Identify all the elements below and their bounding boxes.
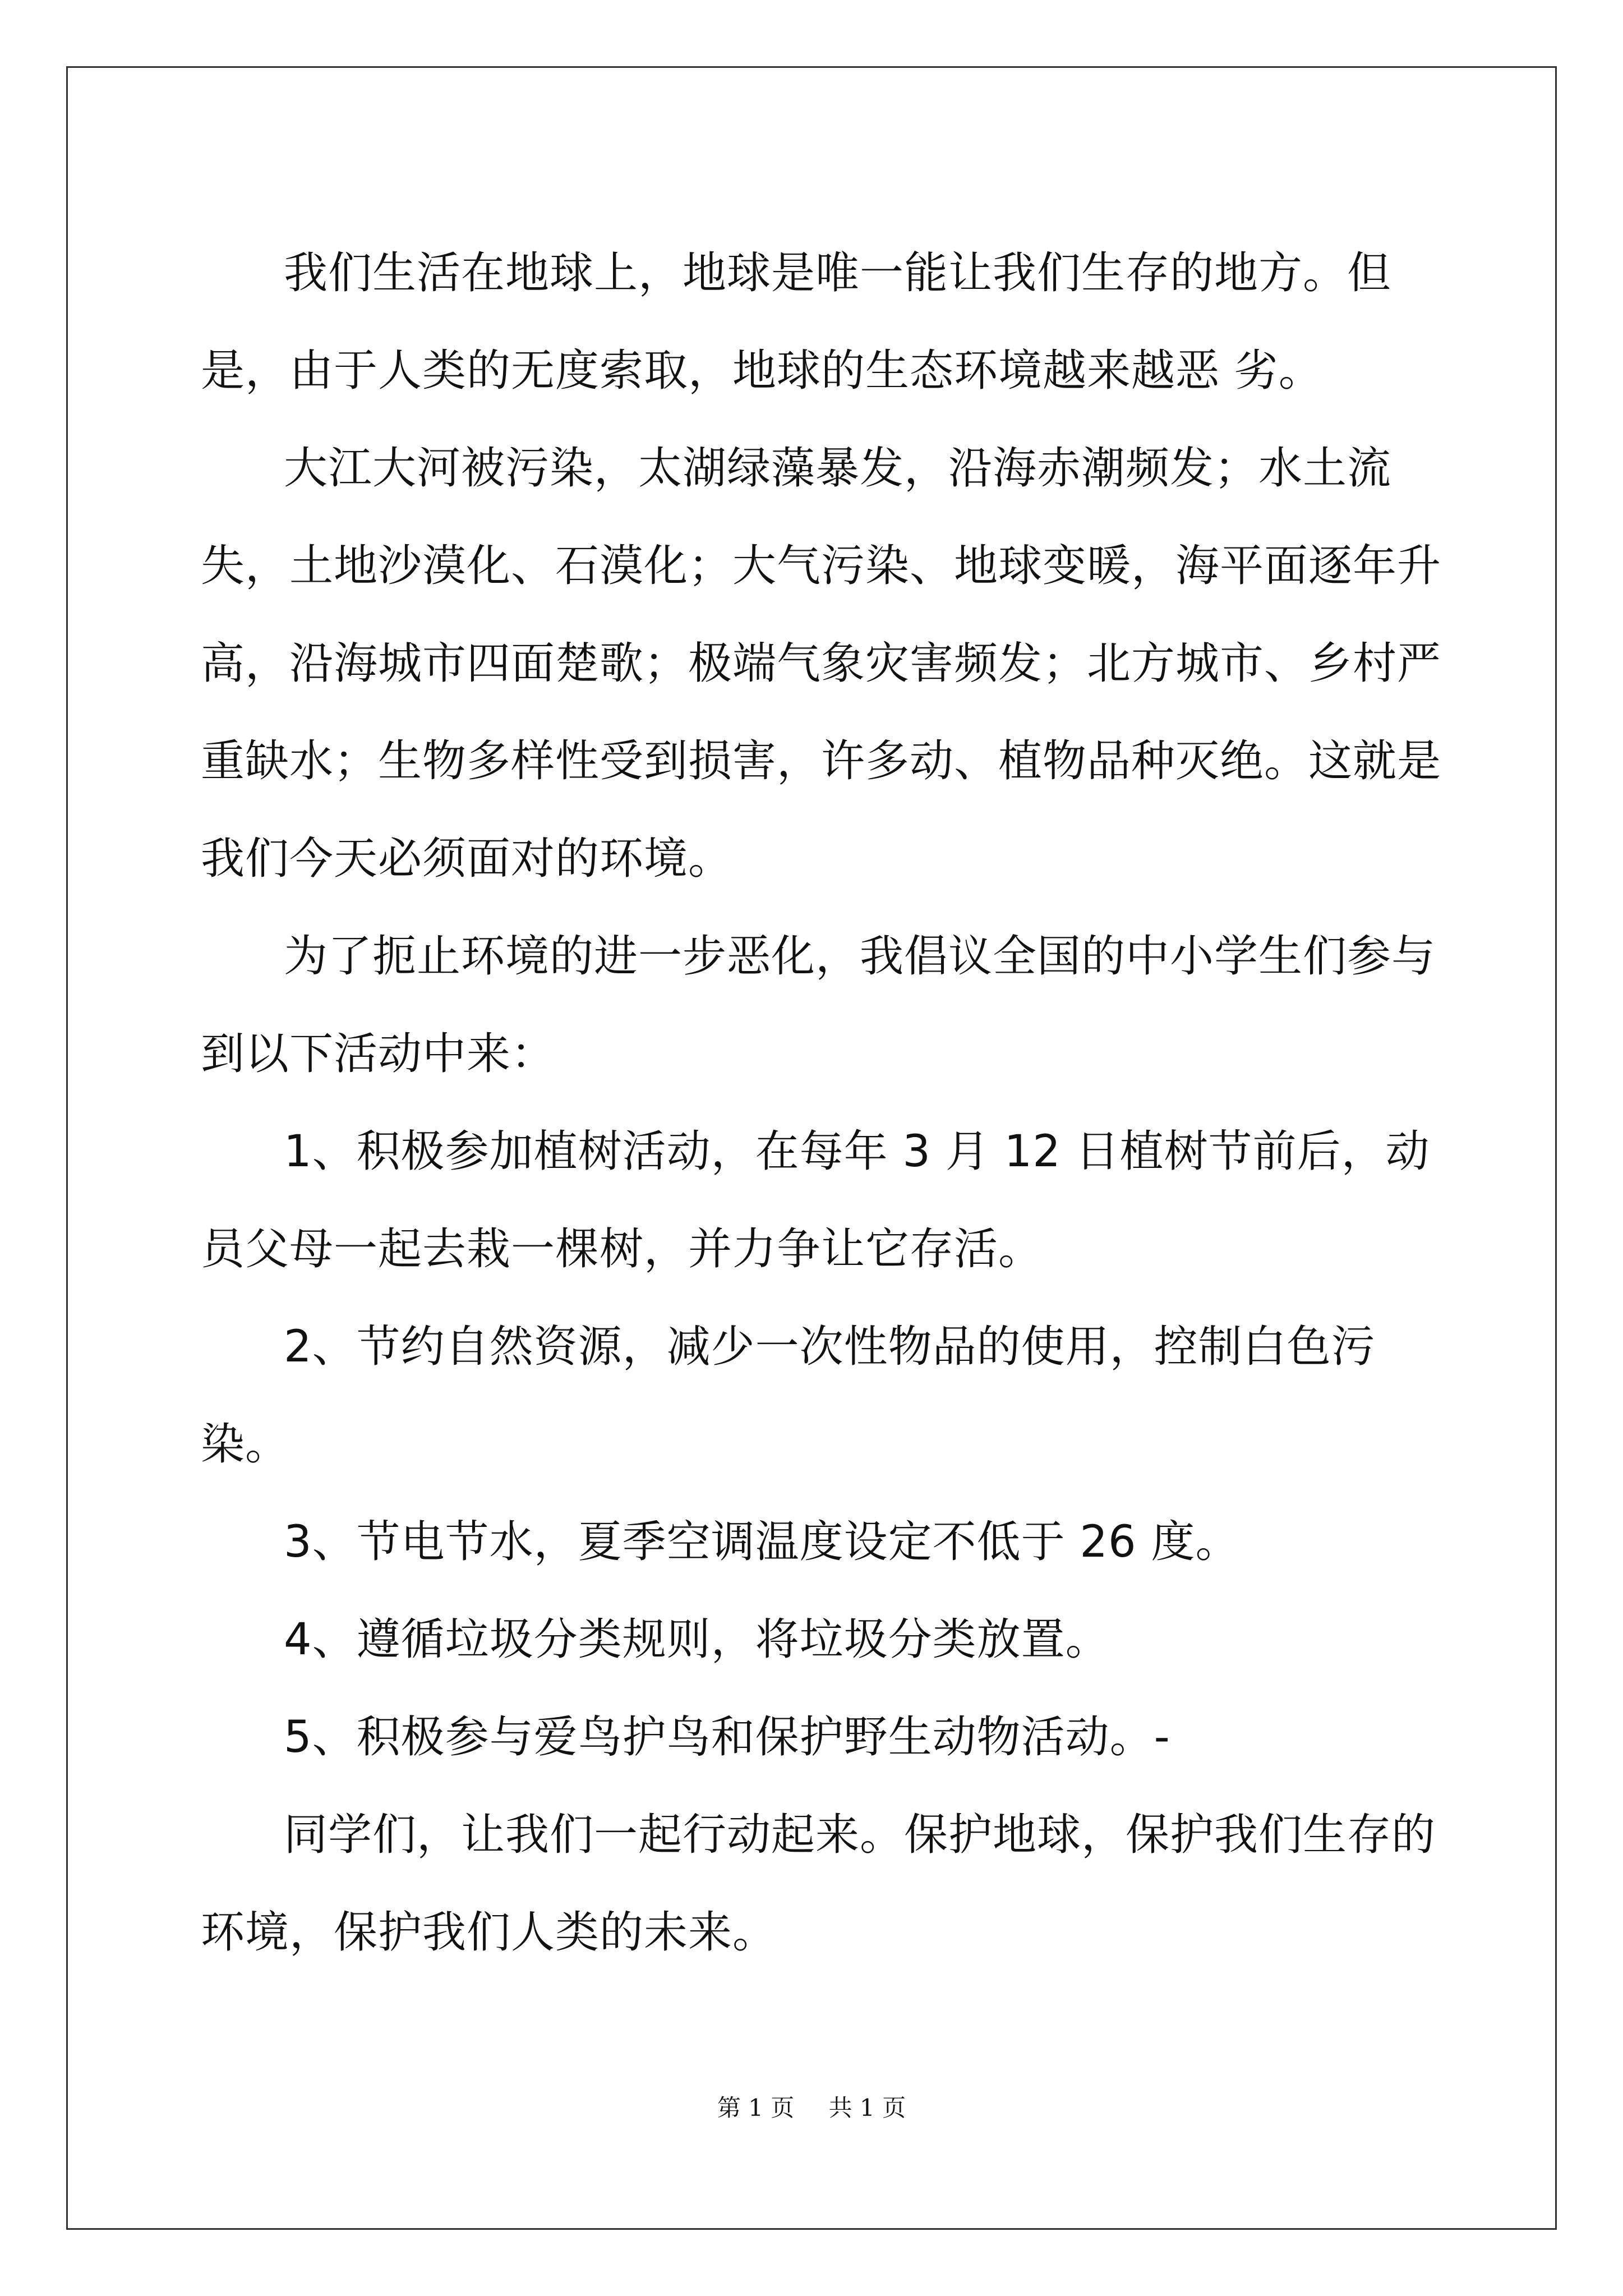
paragraph-proposal: 为了扼止环境的进一步恶化，我倡议全国的中小学生们参与到以下活动中来： <box>201 931 1436 1079</box>
list-item-5: 5、积极参与爱鸟护鸟和保护野生动物活动。- <box>284 1712 1170 1763</box>
page-footer <box>0 2090 1623 2123</box>
document-body <box>201 224 1446 1981</box>
page-number-total: 共 1 页 <box>828 2094 906 2122</box>
paragraph-pollution: 大江大河被污染，太湖绿藻暴发，沿海赤潮频发；水土流失，土地沙漠化、石漠化；大气污染、地球变暖，海平面逐年升高，沿海城市四面楚歌；极端气象灾害频发；北方城市、乡村严重缺水；生物多样性受到损害，许多动、植物品种灭绝。这就是我们今天必须面对的环境。 <box>201 443 1442 884</box>
page-number-current: 第 1 页 <box>717 2094 795 2122</box>
paragraph-intro: 我们生活在地球上，地球是唯一能让我们生存的地方。但是，由于人类的无度索取，地球的生态环境越来越恶 劣。 <box>201 248 1392 396</box>
list-item-2: 2、节约自然资源，减少一次性物品的使用，控制白色污染。 <box>201 1322 1376 1470</box>
list-item-4: 4、遵循垃圾分类规则，将垃圾分类放置。 <box>284 1614 1110 1665</box>
list-item-3: 3、节电节水，夏季空调温度设定不低于 26 度。 <box>284 1517 1240 1567</box>
list-item-1: 1、积极参加植树活动，在每年 3 月 12 日植树节前后，动员父母一起去栽一棵树，并力争让它存活。 <box>201 1126 1430 1274</box>
paragraph-closing: 同学们，让我们一起行动起来。保护地球，保护我们生存的环境，保护我们人类的未来。 <box>201 1810 1436 1958</box>
